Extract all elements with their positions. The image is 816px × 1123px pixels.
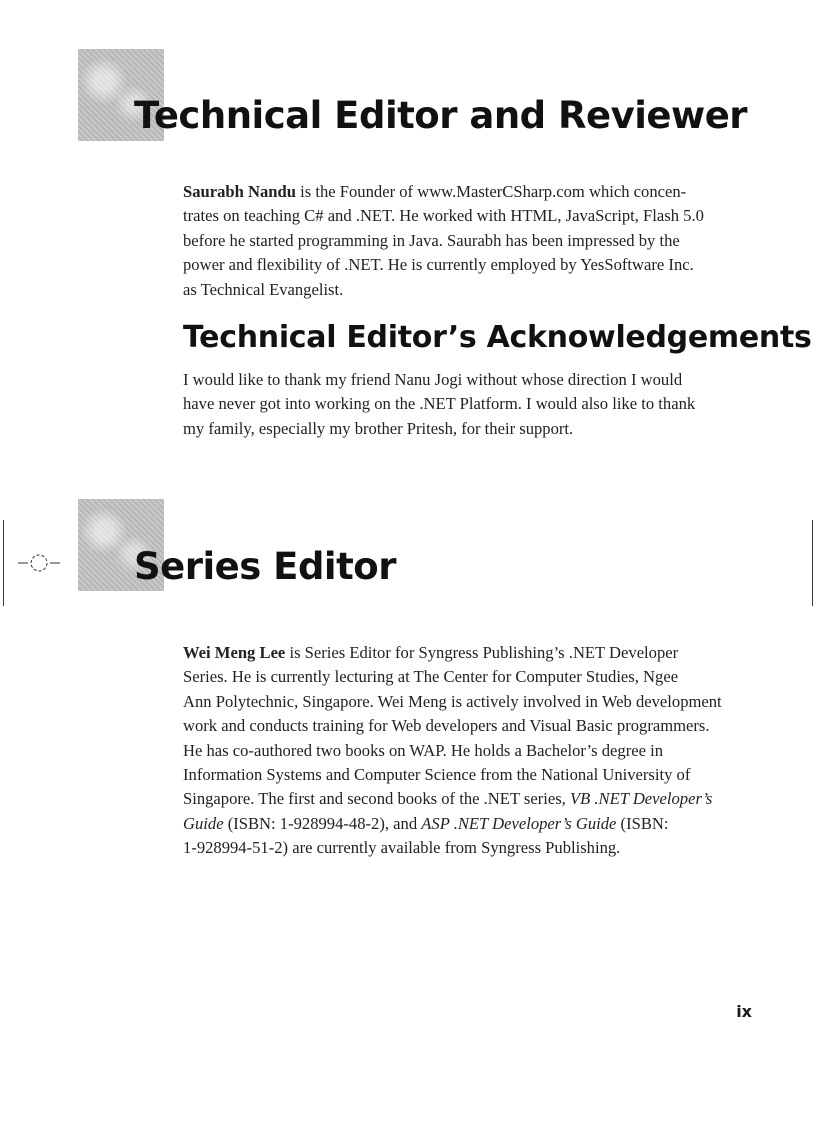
series-editor-heading: Series Editor: [134, 545, 396, 588]
crop-mark-left: [3, 520, 4, 606]
bio-line-5: as Technical Evangelist.: [183, 279, 344, 299]
series-line-3: Ann Polytechnic, Singapore. Wei Meng is actively involved in Web development: [183, 691, 722, 711]
ack-line-1: I would like to thank my friend Nanu Jogi without whose direction I would: [183, 370, 683, 389]
technical-editor-heading: Technical Editor and Reviewer: [134, 94, 748, 137]
bio-line-2: trates on teaching C# and .NET. He worked with HTML, JavaScript, Flash 5.0: [183, 206, 704, 226]
series-editor-name: Wei Meng Lee: [183, 643, 286, 662]
series-line-8a: (ISBN: 1-928994-48-2), and: [223, 813, 422, 833]
registration-mark-icon: [18, 551, 60, 575]
series-editor-bio: [183, 641, 758, 861]
series-line-7: Singapore. The first and second books of the .NET series,: [183, 789, 570, 809]
book-title-asp: ASP .NET Developer’s Guide: [421, 813, 617, 833]
book-title-vb: VB .NET Developer’s: [569, 789, 713, 809]
series-line-5: He has co-authored two books on WAP. He holds a Bachelor’s degree in: [183, 740, 664, 760]
series-line-9: 1-928994-51-2) are currently available from Syngress Publishing.: [183, 838, 621, 858]
bio-line-3: before he started programming in Java. Saurabh has been impressed by the: [183, 230, 680, 250]
technical-editor-bio: [183, 180, 758, 302]
acknowledgements-heading: Technical Editor’s Acknowledgements: [183, 320, 812, 355]
bio-line-4: power and flexibility of .NET. He is currently employed by YesSoftware Inc.: [183, 255, 694, 275]
series-line-6: Information Systems and Computer Science from the National University of: [183, 765, 691, 785]
technical-editor-name: Saurabh Nandu: [183, 182, 296, 201]
ack-line-2: have never got into working on the .NET Platform. I would also like to thank: [183, 394, 696, 414]
crop-mark-right: [812, 520, 813, 606]
book-title-vb-cont: Guide: [183, 813, 224, 833]
series-line-8b: (ISBN:: [616, 813, 669, 833]
ack-line-3: my family, especially my brother Pritesh, for their support.: [183, 418, 574, 438]
acknowledgements-text: [183, 368, 758, 441]
page-number: ix: [736, 1002, 752, 1021]
series-line-1: is Series Editor for Syngress Publishing’s .NET Developer: [285, 643, 679, 662]
series-line-2: Series. He is currently lecturing at The Center for Computer Studies, Ngee: [183, 667, 679, 687]
bio-line-1: is the Founder of www.MasterCSharp.com which concen-: [296, 182, 687, 201]
series-line-4: work and conducts training for Web developers and Visual Basic programmers.: [183, 716, 710, 736]
